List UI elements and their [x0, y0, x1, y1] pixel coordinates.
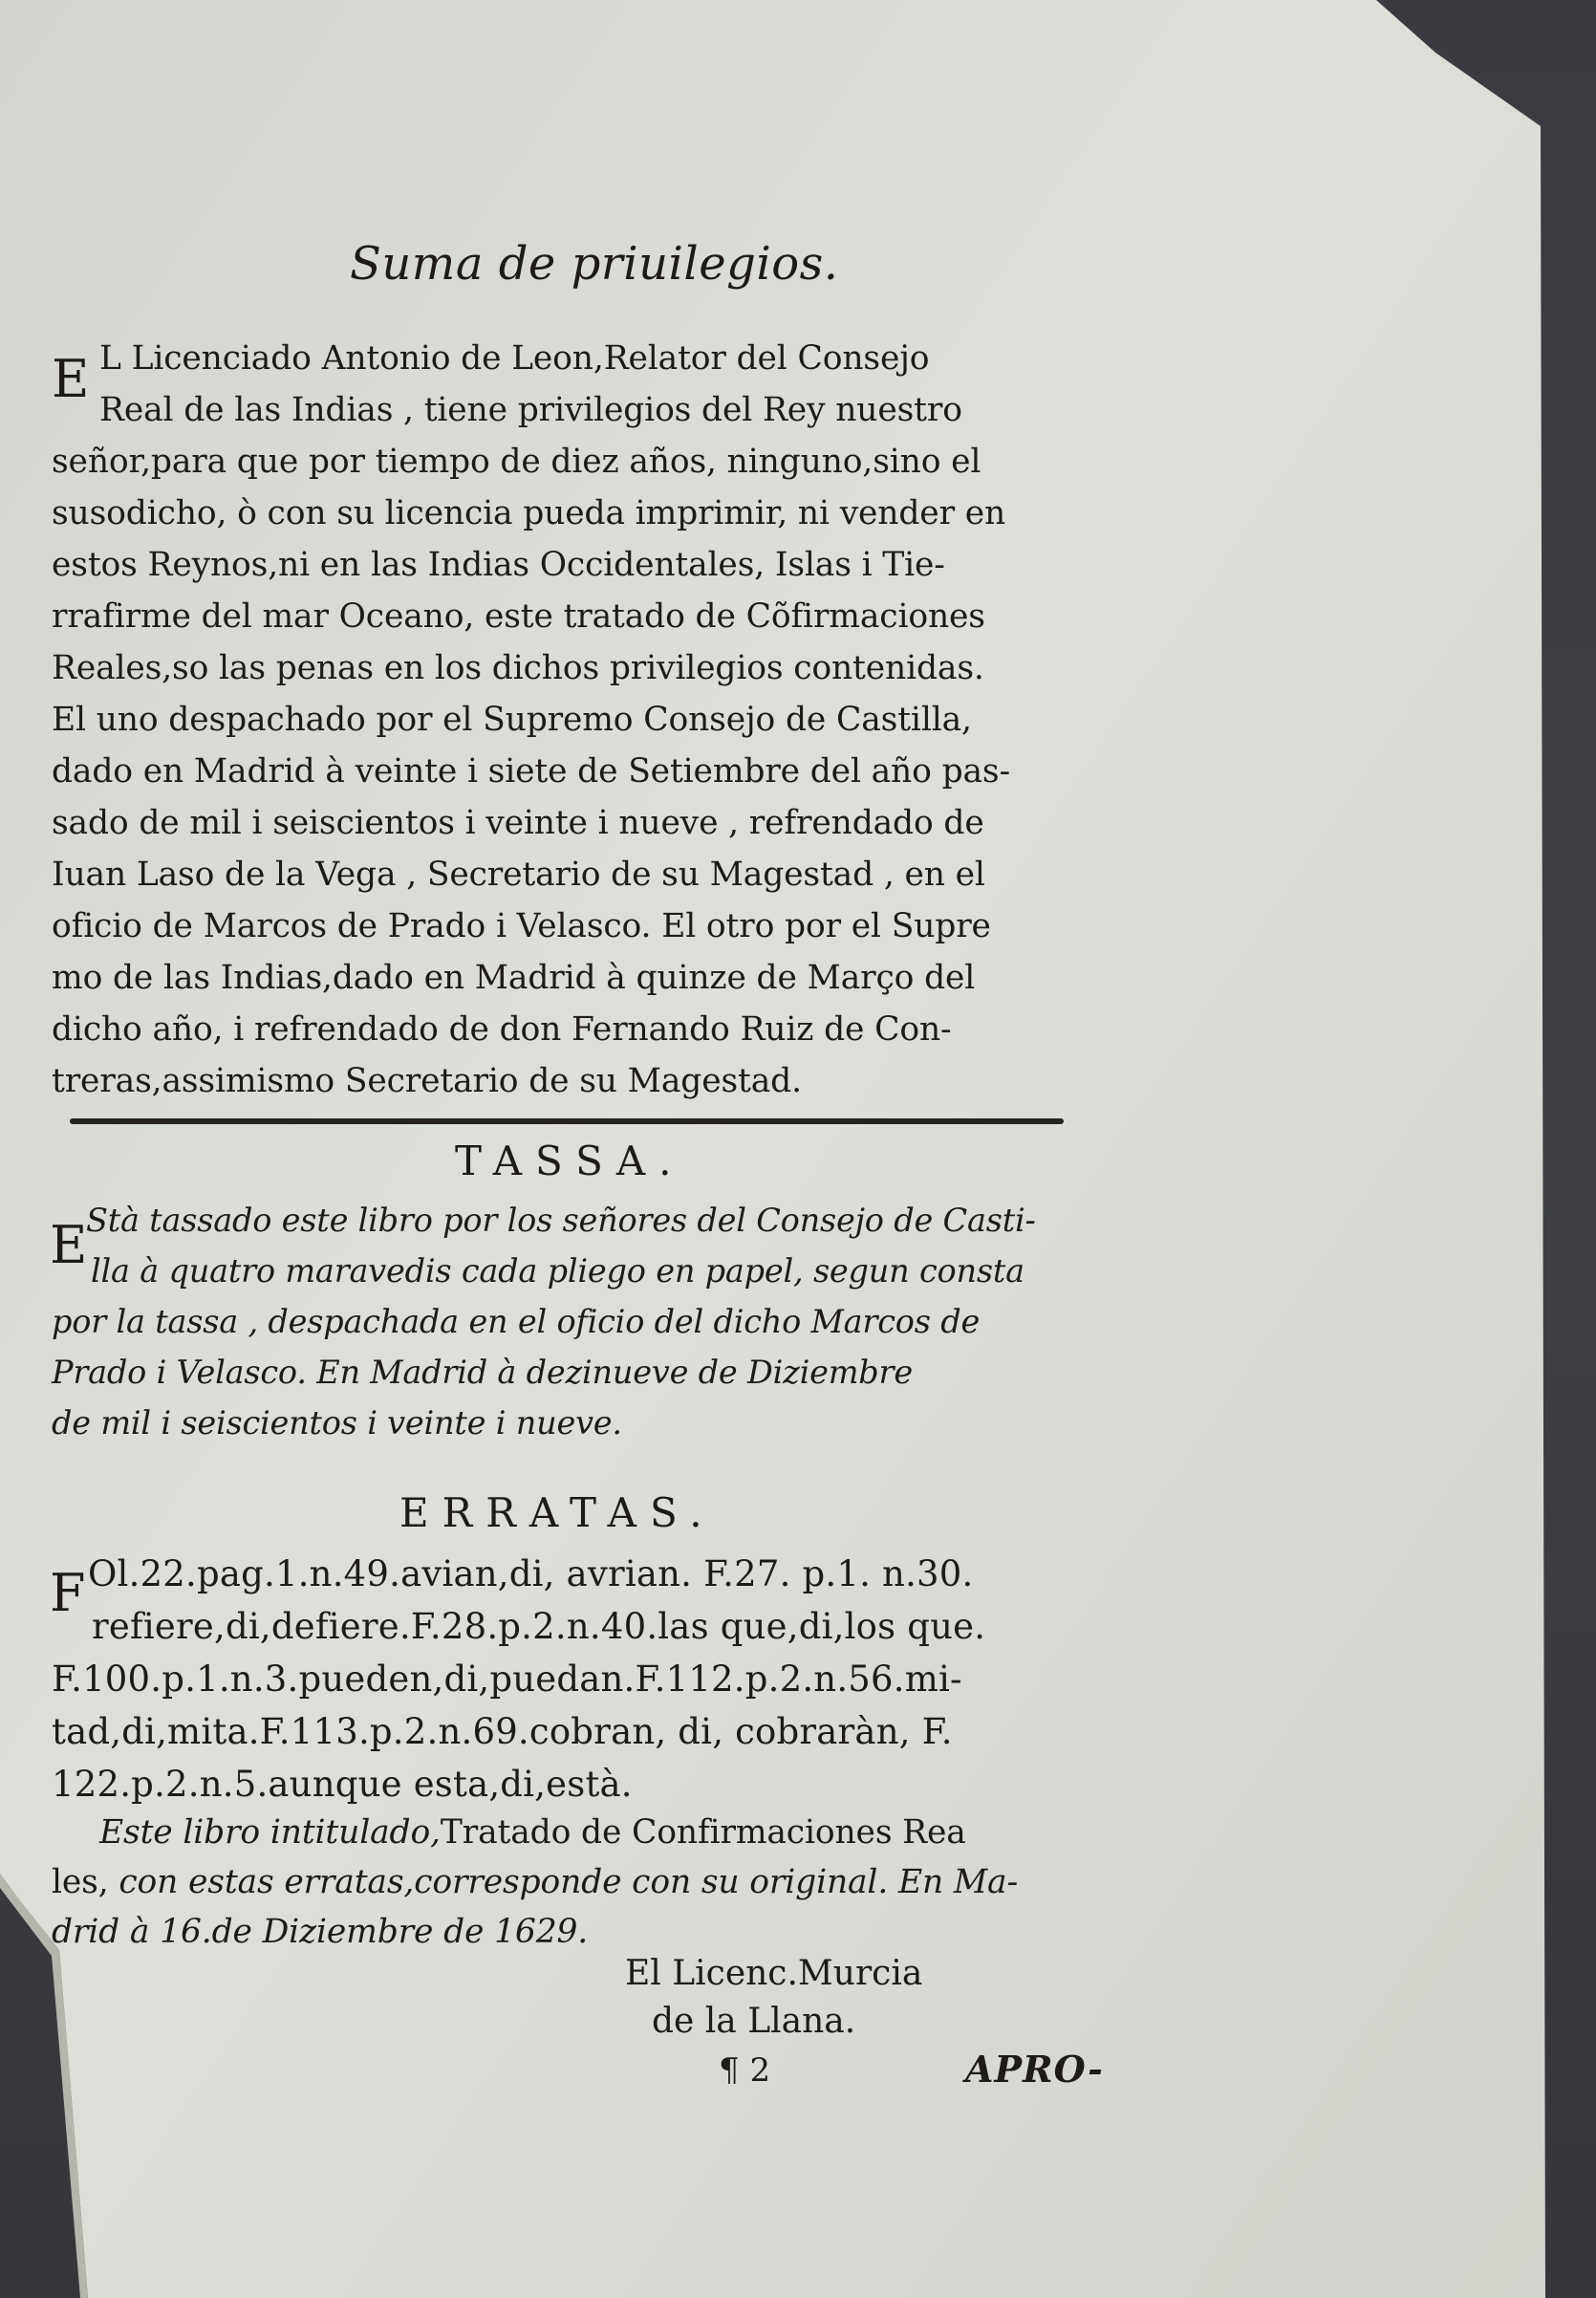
page-heading: Suma de priuilegios. — [350, 237, 839, 291]
tassa-line: Stà tassado este libro por los señores del Consejo de Casti- — [86, 1202, 1036, 1239]
privilege-line: oficio de Marcos de Prado i Velasco. El otro por el Supre — [52, 907, 991, 945]
privilege-line: Real de las Indias , tiene privilegios del Rey nuestro — [99, 391, 962, 429]
section-divider — [70, 1118, 1064, 1124]
erratas-line: 122.p.2.n.5.aunque esta,di,està. — [52, 1764, 633, 1805]
privilege-line: rrafirme del mar Oceano, este tratado de Cõfirmaciones — [52, 597, 985, 636]
tassa-line: por la tassa , despachada en el oficio del dicho Marcos de — [52, 1303, 981, 1340]
privilege-line: susodicho, ò con su licencia pueda imprimir, ni vender en — [52, 494, 1006, 532]
privilege-line: estos Reynos,ni en las Indias Occidentales, Islas i Tie- — [52, 546, 945, 584]
erratas-note-line — [99, 1813, 966, 1852]
erratas-dropcap: F — [50, 1563, 86, 1623]
erratas-note-roman: les, — [52, 1863, 119, 1901]
tassa-title: TASSA. — [455, 1138, 685, 1184]
erratas-note-line — [52, 1913, 589, 1951]
erratas-title: ERRATAS. — [399, 1489, 716, 1536]
privilege-line: dado en Madrid à veinte i siete de Setiembre del año pas- — [52, 752, 1010, 791]
signature-line-1: El Licenc.Murcia — [625, 1954, 923, 1993]
erratas-note-roman: Tratado de Confirmaciones Rea — [440, 1813, 966, 1852]
erratas-line: refiere,di,defiere.F.28.p.2.n.40.las que,di,los que. — [92, 1606, 986, 1647]
catchword: APRO- — [965, 2048, 1104, 2091]
privilege-line: mo de las Indias,dado en Madrid à quinze de Março del — [52, 959, 976, 997]
privilege-line: L Licenciado Antonio de Leon,Relator del Consejo — [99, 339, 930, 378]
signature-mark: ¶ 2 — [719, 2051, 771, 2090]
privilege-line: Reales,so las penas en los dichos privilegios contenidas. — [52, 649, 984, 687]
erratas-note-italic: con estas erratas,corresponde con su original. En Ma- — [119, 1863, 1018, 1901]
privilege-line: sado de mil i seiscientos i veinte i nueve , refrendado de — [52, 804, 984, 842]
tassa-line: lla à quatro maravedis cada pliego en papel, segun consta — [91, 1252, 1024, 1290]
erratas-note-line — [52, 1863, 1018, 1901]
privilege-line: treras,assimismo Secretario de su Magestad. — [52, 1062, 802, 1100]
erratas-line: tad,di,mita.F.113.p.2.n.69.cobran, di, cobraràn, F. — [52, 1711, 953, 1752]
signature-line-2: de la Llana. — [652, 2002, 856, 2041]
erratas-note-italic: drid à 16.de Diziembre de 1629. — [52, 1913, 589, 1951]
privilege-line: dicho año, i refrendado de don Fernando Ruiz de Con- — [52, 1010, 952, 1049]
tassa-dropcap: E — [50, 1215, 88, 1275]
tassa-line: de mil i seiscientos i veinte i nueve. — [52, 1404, 622, 1442]
erratas-note-italic: Este libro intitulado, — [99, 1813, 441, 1852]
privilege-dropcap: E — [52, 349, 90, 409]
erratas-line: F.100.p.1.n.3.pueden,di,puedan.F.112.p.2.n.56.mi- — [52, 1658, 962, 1700]
privilege-line: El uno despachado por el Supremo Consejo de Castilla, — [52, 701, 972, 739]
tassa-line: Prado i Velasco. En Madrid à dezinueve de Diziembre — [52, 1354, 913, 1391]
privilege-line: señor,para que por tiempo de diez años, ninguno,sino el — [52, 443, 981, 481]
erratas-line: Ol.22.pag.1.n.49.avian,di, avrian. F.27. p.1. n.30. — [88, 1553, 974, 1594]
privilege-line: Iuan Laso de la Vega , Secretario de su Magestad , en el — [52, 856, 985, 894]
